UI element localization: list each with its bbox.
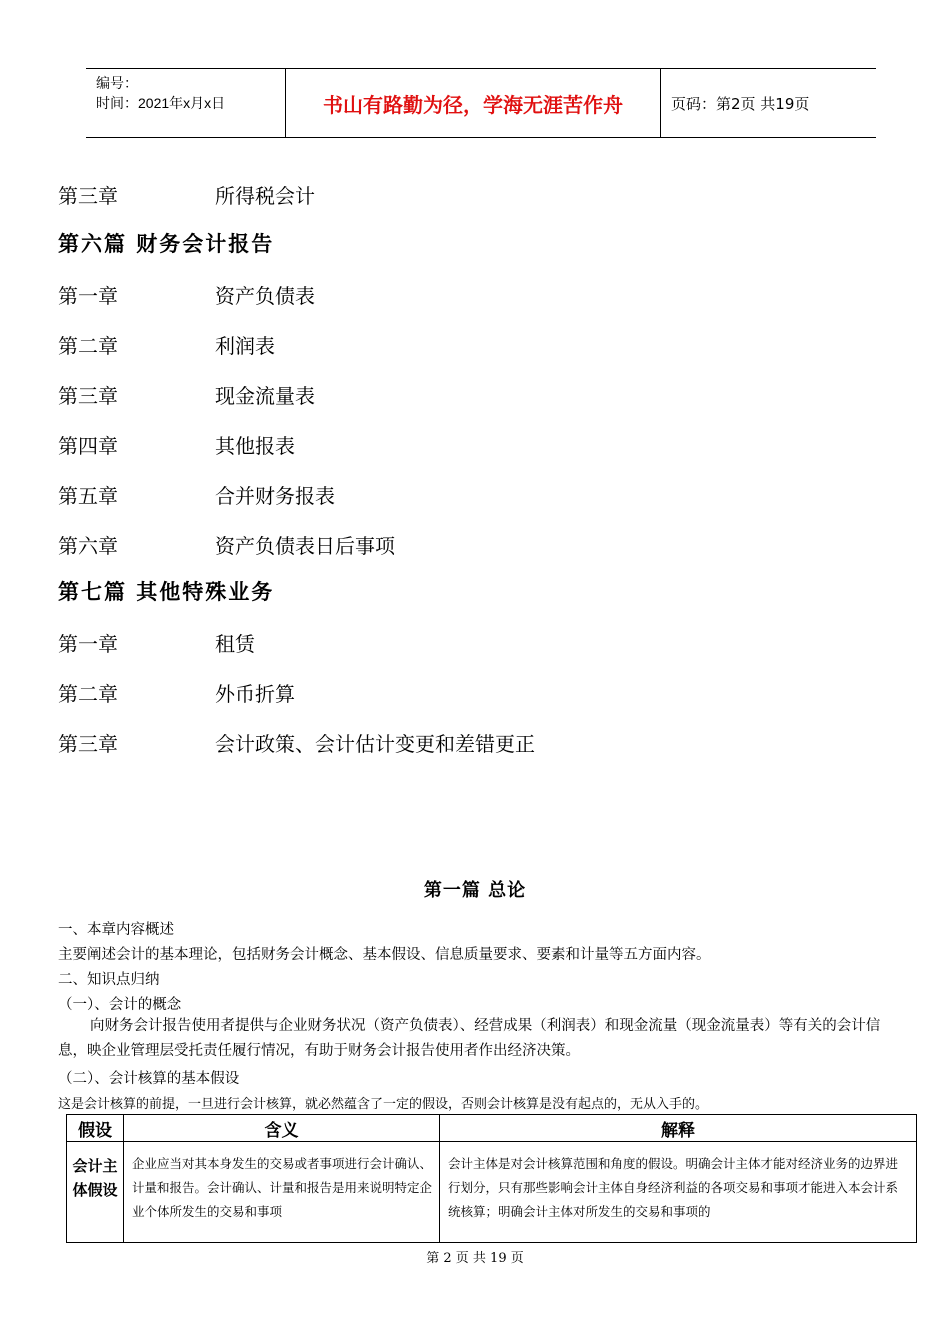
toc-item — [58, 280, 315, 309]
header-time-label: 时间：2021年x月x日 — [96, 95, 226, 111]
toc-item-title: 会计政策、会计估计变更和差错更正 — [215, 732, 535, 756]
header-page-info: 页码：第2页 共19页 — [671, 94, 810, 113]
toc-item-title: 现金流量表 — [215, 384, 315, 408]
toc-item-title: 租赁 — [215, 632, 255, 656]
toc-item-title: 所得税会计 — [215, 184, 315, 208]
toc-item — [58, 430, 295, 459]
page-header — [86, 68, 876, 138]
heading-concept: （一）、会计的概念 — [58, 997, 182, 1013]
header-explanation: 解释 — [440, 1115, 917, 1142]
heading-assumptions: （二）、会计核算的基本假设 — [58, 1071, 240, 1087]
table-header-row — [67, 1115, 917, 1142]
header-meta — [86, 69, 286, 137]
toc-item-title: 资产负债表日后事项 — [215, 534, 395, 558]
heading-overview: 一、本章内容概述 — [58, 922, 174, 938]
toc-part-title: 第六篇 财务会计报告 — [58, 232, 275, 256]
toc-item-number: 第三章 — [58, 732, 118, 756]
toc-item-number: 第一章 — [58, 284, 118, 308]
page-footer: 第 2 页 共 19 页 — [426, 1251, 524, 1266]
toc-item-number: 第三章 — [58, 384, 118, 408]
toc-item — [58, 728, 535, 757]
cell-meaning — [124, 1142, 440, 1243]
section-title: 第一篇 总论 — [423, 880, 527, 901]
toc-item-number: 第三章 — [58, 184, 118, 208]
header-assumption: 假设 — [67, 1115, 124, 1142]
cell-assumption — [67, 1142, 124, 1243]
toc-item — [58, 380, 315, 409]
toc-item — [58, 628, 255, 657]
toc-item-title: 合并财务报表 — [215, 484, 335, 508]
assumption-table — [66, 1114, 917, 1243]
cell-explanation — [440, 1142, 917, 1243]
toc-item — [58, 530, 395, 559]
overview-text: 主要阐述会计的基本理论，包括财务会计概念、基本假设、信息质量要求、要素和计量等五方面内容。 — [58, 947, 711, 963]
toc-item-title: 其他报表 — [215, 434, 295, 458]
toc-item-title: 外币折算 — [215, 682, 295, 706]
toc-part-title: 第七篇 其他特殊业务 — [58, 580, 275, 604]
toc-item — [58, 480, 335, 509]
header-meaning: 含义 — [124, 1115, 440, 1142]
toc-item-number: 第二章 — [58, 334, 118, 358]
header-motto: 书山有路勤为径，学海无涯苦作舟 — [286, 69, 661, 137]
toc-item-number: 第一章 — [58, 632, 118, 656]
header-id-label: 编号： — [96, 75, 138, 91]
cell-assumption-text: 会计主体假设 — [72, 1157, 118, 1199]
table-row — [67, 1142, 917, 1243]
toc-item-number: 第四章 — [58, 434, 118, 458]
concept-paragraph: 向财务会计报告使用者提供与企业财务状况（资产负债表）、经营成果（利润表）和现金流量（现金流量表）等有关的会计信息，映企业管理层受托责任履行情况，有助于财务会计报告使用者作出经济决策。 — [58, 1018, 881, 1059]
heading-knowledge: 二、知识点归纳 — [58, 972, 160, 988]
premise-text: 这是会计核算的前提，一旦进行会计核算，就必然蕴含了一定的假设，否则会计核算是没有起点的，无从入手的。 — [58, 1097, 709, 1112]
toc-item-number: 第五章 — [58, 484, 118, 508]
toc-item-title: 利润表 — [215, 334, 275, 358]
cell-explanation-text: 会计主体是对会计核算范围和角度的假设。明确会计主体才能对经济业务的边界进行划分，只有那些影响会计主体自身经济利益的各项交易和事项才能进入本会计系统核算；明确会计主体对所发生的交易和事项的 — [448, 1156, 899, 1219]
toc-item — [58, 180, 315, 209]
cell-meaning-text: 企业应当对其本身发生的交易或者事项进行会计确认、计量和报告。会计确认、计量和报告是用来说明特定企业个体所发生的交易和事项 — [132, 1156, 433, 1219]
toc-item-title: 资产负债表 — [215, 284, 315, 308]
toc-item — [58, 330, 275, 359]
toc-item-number: 第六章 — [58, 534, 118, 558]
toc-item — [58, 678, 295, 707]
toc-item-number: 第二章 — [58, 682, 118, 706]
